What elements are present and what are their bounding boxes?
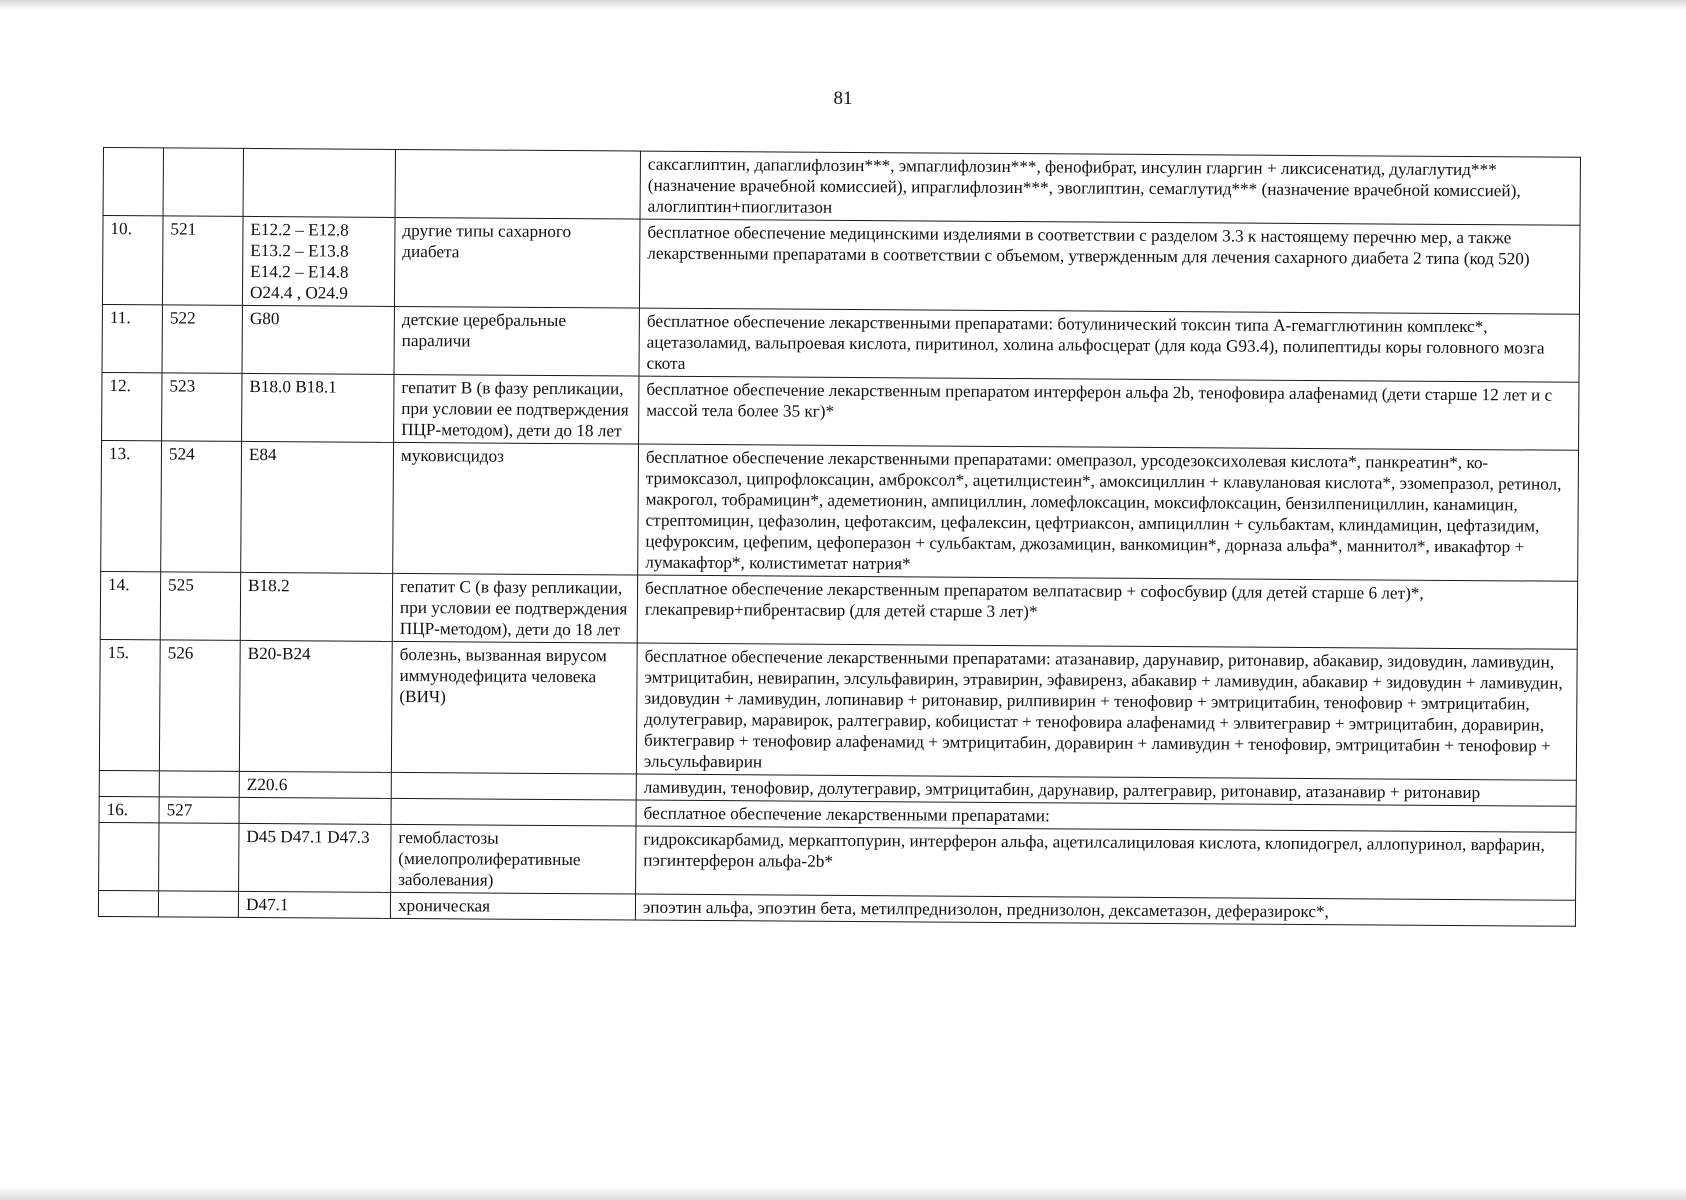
measure-code: 525: [160, 572, 240, 641]
provision-description: ламивудин, тенофовир, долутегравир, эмтрицитабин, дарунавир, ралтегравир, ритонавир, атазанавир + ритонавир: [636, 774, 1576, 806]
table-row: [100, 571, 1577, 649]
row-number: 15.: [99, 639, 160, 770]
table-row: [102, 216, 1580, 315]
row-number: 12.: [102, 372, 162, 440]
row-number: 16.: [99, 796, 159, 822]
provision-description: бесплатное обеспечение лекарственными препаратами:: [636, 800, 1576, 832]
scan-edge-bottom: [0, 1186, 1686, 1200]
provision-description: бесплатное обеспечение лекарственным препаратом интерферон альфа 2b, тенофовира алафенамид (дети старше 12 лет и с массой тела более 35 кг)*: [639, 376, 1579, 450]
measure-code: [163, 148, 243, 217]
table-row: [99, 822, 1576, 900]
icd-codes: B18.2: [240, 572, 392, 641]
measure-code: [158, 891, 238, 918]
disease-name: [391, 772, 636, 800]
provision-description: бесплатное обеспечение лекарственными препаратами: омепразол, урсодезоксихолевая кислота*, панкреатин*, ко-тримоксазол, ципрофлоксацин, амброксол*, ацетилцистеин*, амоксициллин + клавулановая кислота*, эзомепразол, ретинол, макрогол, тобрамицин*, адеметионин, ампициллин, ломефлоксацин, моксифлоксацин, бензилпенициллин, канамицин, стрептомицин, цефазолин, цефотаксим, цефалексин, цефтриаксон, ампициллин + сульбактам, клиндамицин, цефтазидим, цефуроксим, цефепим, цефоперазон + сульбактам, джозамицин, ванкомицин*, дорназа альфа*, маннитол*, ивакафтор + лумакафтор*, колистиметат натрия*: [638, 444, 1579, 581]
measure-code: [159, 823, 239, 892]
icd-codes: [239, 797, 391, 824]
disease-name: [395, 149, 640, 219]
page-number: 81: [833, 88, 853, 109]
provision-description: бесплатное обеспечение лекарственным препаратом велпатасвир + софосбувир (для детей старше 6 лет)*, глекапревир+пибрентасвир (для детей старше 3 лет)*: [637, 575, 1577, 649]
disease-name: другие типы сахарного диабета: [394, 217, 640, 308]
disease-name: гепатит С (в фазу репликации, при условии ее подтверждения ПЦР-методом), дети до 18 лет: [392, 573, 637, 643]
provision-description: бесплатное обеспечение лекарственными препаратами: атазанавир, дарунавир, ритонавир, абакавир, зидовудин, ламивудин, эмтрицитабин, невирапин, элсульфавирин, этравирин, эфавиренз, абакавир + ламивудин, абакавир + зидовудин + ламивудин, зидовудин + ламивудин, лопинавир + ритонавир, рилпивирин + тенофовир + эмтрицитабин, тенофовир + эмтрицитабин, долутегравир, маравирок, ралтегравир, кобицистат + тенофовира алафенамид + элвитегравир + эмтрицитабин, доравирин, биктегравир + тенофовир алафенамид + эмтрицитабин, доравирин + ламивудин + тенофовир, эмтрицитабин + тенофовир + эльсульфавирин: [636, 643, 1577, 780]
row-number: [98, 890, 158, 916]
measure-code: 527: [159, 797, 239, 824]
table-row: [101, 440, 1579, 581]
table-row: [102, 372, 1579, 450]
row-number: 11.: [102, 304, 162, 372]
table-row: [102, 304, 1579, 382]
measure-code: 521: [162, 216, 243, 306]
row-number: [99, 770, 159, 796]
row-number: 13.: [101, 440, 162, 571]
provision-description: бесплатное обеспечение медицинскими изделиями в соответствии с разделом 3.3 к настоящему перечню мер, а также лекарственными препаратами в соответствии с объемом, утвержденным для лечения сахарного диабета 2 типа (код 520): [639, 219, 1580, 314]
icd-codes: D45 D47.1 D47.3: [239, 823, 391, 892]
icd-codes: E12.2 – E12.8 E13.2 – E13.8 E14.2 – E14.8 O24.4 , O24.9: [242, 216, 395, 306]
disease-name: хроническая: [390, 892, 635, 920]
icd-codes: G80: [242, 305, 394, 374]
provision-description: эпоэтин альфа, эпоэтин бета, метилпреднизолон, преднизолон, дексаметазон, деферазирокс*,: [635, 894, 1575, 926]
icd-codes: [243, 148, 395, 217]
measure-code: 524: [161, 441, 242, 573]
medication-table: [98, 147, 1581, 927]
measure-code: 522: [162, 305, 242, 374]
scan-edge-top: [0, 0, 1686, 10]
measure-code: [159, 771, 239, 798]
disease-name: гемобластозы (миелопролиферативные заболевания): [391, 824, 636, 894]
icd-codes: D47.1: [238, 891, 390, 918]
provision-description: гидроксикарбамид, меркаптопурин, интерферон альфа, ацетилсалициловая кислота, клопидогрел, аллопуринол, варфарин, пэгинтерферон альфа-2b*: [636, 826, 1576, 900]
disease-name: гепатит В (в фазу репликации, при условии ее подтверждения ПЦР-методом), дети до 18 лет: [394, 374, 639, 444]
disease-name: муковисцидоз: [393, 442, 639, 575]
measure-code: 523: [162, 373, 242, 442]
row-number: [99, 822, 159, 890]
table-row: [103, 148, 1580, 226]
disease-name: болезнь, вызванная вирусом иммунодефицита человека (ВИЧ): [391, 641, 637, 774]
provision-description: бесплатное обеспечение лекарственными препаратами: ботулинический токсин типа А-гемагглютинин комплекс*, ацетазоламид, вальпроевая кислота, пиритинол, холина альфосцерат (для кода G93.4), полипептиды коры головного мозга скота: [639, 308, 1579, 382]
icd-codes: B20-B24: [239, 640, 392, 772]
icd-codes: B18.0 B18.1: [242, 373, 394, 442]
disease-name: детские церебральные параличи: [394, 306, 639, 376]
disease-name: [391, 798, 636, 826]
measure-code: 526: [159, 640, 240, 772]
row-number: 14.: [100, 571, 160, 639]
icd-codes: E84: [241, 441, 394, 573]
provision-description: саксаглиптин, дапаглифлозин***, эмпаглифлозин***, фенофибрат, инсулин гларгин + ликсисенатид, дулаглутид*** (назначение врачебной комиссией), ипраглифлозин***, эвоглиптин, семаглутид*** (назначение врачебной комиссией), алоглиптин+пиоглитазон: [640, 151, 1580, 225]
row-number: [103, 148, 163, 216]
icd-codes: Z20.6: [239, 771, 391, 798]
row-number: 10.: [102, 216, 163, 305]
table-row: [99, 639, 1577, 780]
